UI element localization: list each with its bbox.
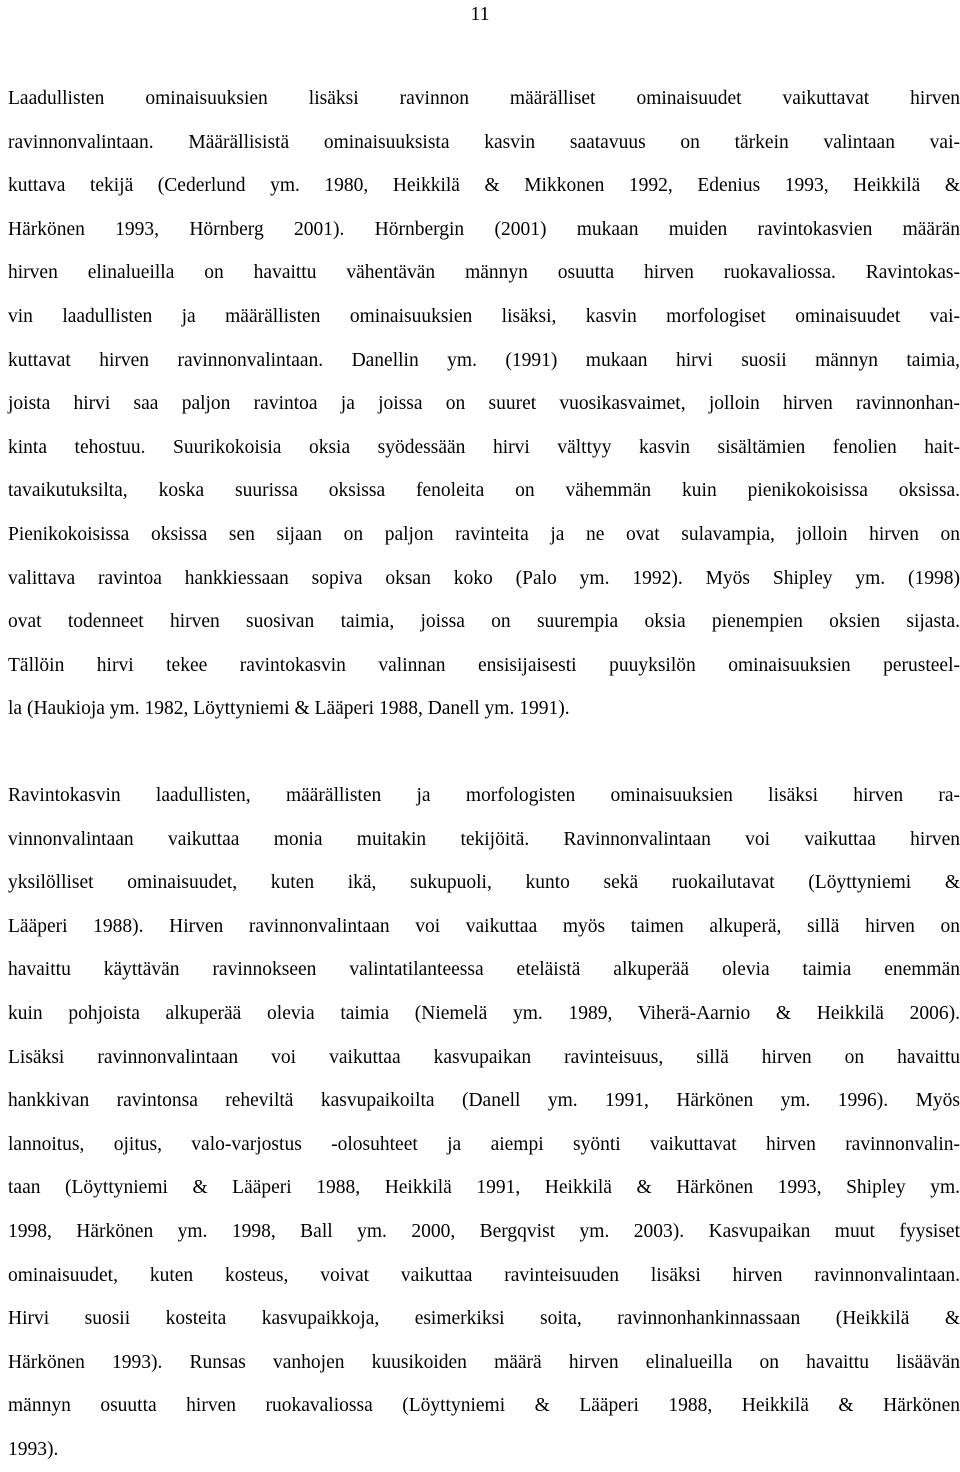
- text-line: Pienikokoisissa oksissa sen sijaan on paljon ravinteita ja ne ovat sulavampia, jolloin hirven on: [8, 523, 960, 545]
- text-line: 1993).: [8, 1438, 59, 1460]
- text-line: ravinnonvalintaan. Määrällisistä ominaisuuksista kasvin saatavuus on tärkein valintaan vai-: [8, 131, 960, 153]
- text-line: havaittu käyttävän ravinnokseen valintatilanteessa eteläistä alkuperää olevia taimia enemmän: [8, 959, 960, 981]
- text-line: 1998, Härkönen ym. 1998, Ball ym. 2000, Bergqvist ym. 2003). Kasvupaikan muut fyysiset: [8, 1220, 960, 1242]
- text-line: taan (Löyttyniemi & Lääperi 1988, Heikkilä 1991, Heikkilä & Härkönen 1993, Shipley ym.: [8, 1177, 960, 1199]
- text-line: la (Haukioja ym. 1982, Löyttyniemi & Lääperi 1988, Danell ym. 1991).: [8, 698, 570, 720]
- text-line: valittava ravintoa hankkiessaan sopiva oksan koko (Palo ym. 1992). Myös Shipley ym. (1998): [8, 567, 960, 589]
- text-line: Lisäksi ravinnonvalintaan voi vaikuttaa kasvupaikan ravinteisuus, sillä hirven on havaittu: [8, 1046, 960, 1068]
- text-line: lannoitus, ojitus, valo-varjostus -olosuhteet ja aiempi syönti vaikuttavat hirven ravinnonvalin-: [8, 1133, 960, 1155]
- paragraph-1: [8, 77, 960, 731]
- text-line: kuttava tekijä (Cederlund ym. 1980, Heikkilä & Mikkonen 1992, Edenius 1993, Heikkilä &: [8, 175, 960, 197]
- text-line: kinta tehostuu. Suurikokoisia oksia syödessään hirvi välttyy kasvin sisältämien fenolien hait-: [8, 436, 960, 458]
- text-line: Hirvi suosii kosteita kasvupaikkoja, esimerkiksi soita, ravinnonhankinnassaan (Heikkilä &: [8, 1308, 960, 1330]
- text-line: Härkönen 1993). Runsas vanhojen kuusikoiden määrä hirven elinalueilla on havaittu lisäävän: [8, 1351, 960, 1373]
- page-number: 11: [470, 3, 490, 25]
- text-line: tavaikutuksilta, koska suurissa oksissa fenoleita on vähemmän kuin pienikokoisissa oksissa.: [8, 480, 960, 502]
- text-line: hirven elinalueilla on havaittu vähentävän männyn osuutta hirven ruokavaliossa. Ravintokas-: [8, 262, 960, 284]
- text-line: Laadullisten ominaisuuksien lisäksi ravinnon määrälliset ominaisuudet vaikuttavat hirven: [8, 88, 960, 109]
- text-line: hankkivan ravintonsa reheviltä kasvupaikoilta (Danell ym. 1991, Härkönen ym. 1996). Myös: [8, 1090, 960, 1112]
- text-line: Ravintokasvin laadullisten, määrällisten ja morfologisten ominaisuuksien lisäksi hirven ra-: [8, 785, 960, 806]
- text-line: männyn osuutta hirven ruokavaliossa (Löyttyniemi & Lääperi 1988, Heikkilä & Härkönen: [8, 1395, 960, 1417]
- text-line: kuin pohjoista alkuperää olevia taimia (Niemelä ym. 1989, Viherä-Aarnio & Heikkilä 2006).: [8, 1002, 960, 1024]
- paragraph-2: [8, 774, 960, 1472]
- text-line: yksilölliset ominaisuudet, kuten ikä, sukupuoli, kunto sekä ruokailutavat (Löyttyniemi &: [8, 872, 960, 894]
- text-line: vin laadullisten ja määrällisten ominaisuuksien lisäksi, kasvin morfologiset ominaisuudet vai-: [8, 305, 960, 327]
- text-line: joista hirvi saa paljon ravintoa ja joissa on suuret vuosikasvaimet, jolloin hirven ravinnonhan-: [8, 393, 960, 415]
- text-line: Härkönen 1993, Hörnberg 2001). Hörnbergin (2001) mukaan muiden ravintokasvien määrän: [8, 218, 960, 240]
- text-line: vinnonvalintaan vaikuttaa monia muitakin tekijöitä. Ravinnonvalintaan voi vaikuttaa hirven: [8, 828, 960, 850]
- text-line: Tällöin hirvi tekee ravintokasvin valinnan ensisijaisesti puuyksilön ominaisuuksien perusteel-: [8, 654, 960, 676]
- text-line: ovat todenneet hirven suosivan taimia, joissa on suurempia oksia pienempien oksien sijasta.: [8, 611, 960, 633]
- text-line: kuttavat hirven ravinnonvalintaan. Danellin ym. (1991) mukaan hirvi suosii männyn taimia,: [8, 349, 960, 371]
- text-line: ominaisuudet, kuten kosteus, voivat vaikuttaa ravinteisuuden lisäksi hirven ravinnonvalintaan.: [8, 1264, 960, 1286]
- text-line: Lääperi 1988). Hirven ravinnonvalintaan voi vaikuttaa myös taimen alkuperä, sillä hirven on: [8, 915, 960, 937]
